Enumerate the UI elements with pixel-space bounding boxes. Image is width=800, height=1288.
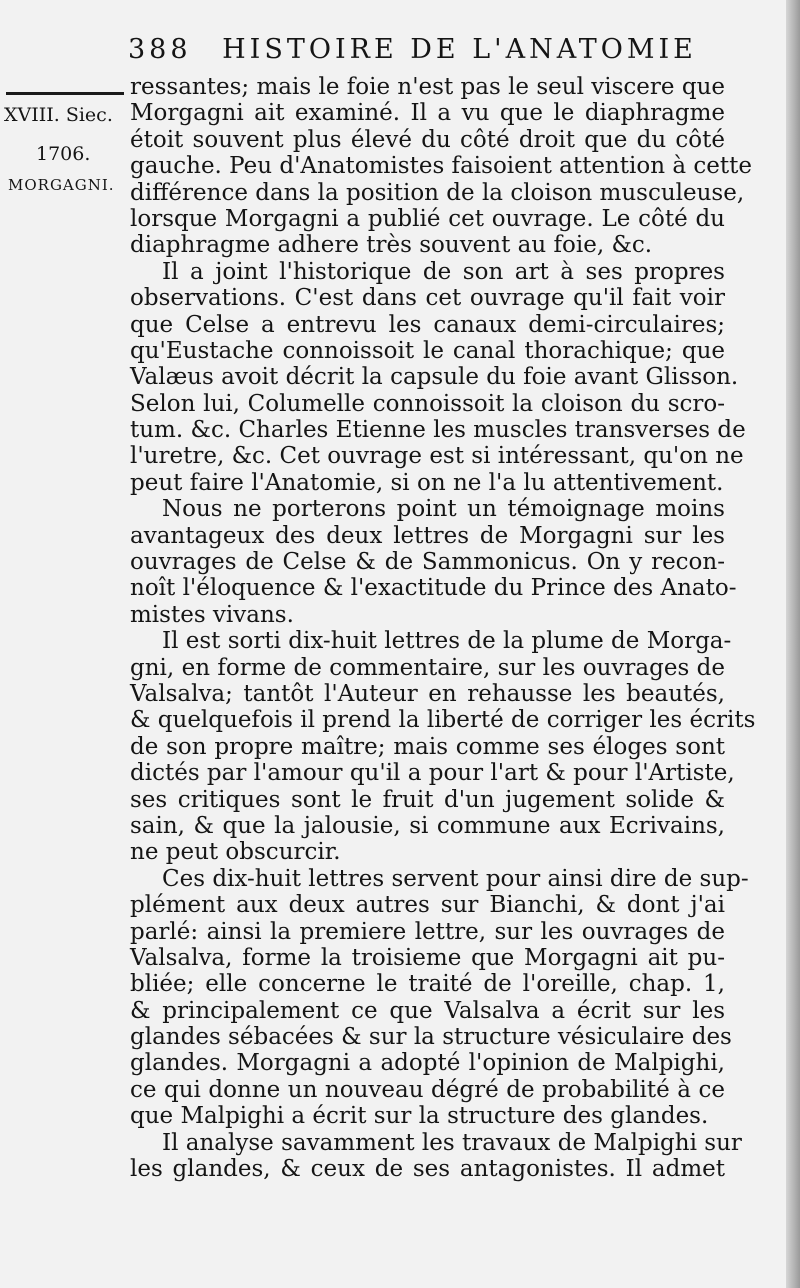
text-line: ses critiques sont le fruit d'un jugement solide & [130,786,725,813]
text-line: les glandes, & ceux de ses antagonistes. Il admet [130,1156,725,1183]
text-line: Il est sorti dix-huit lettres de la plume de Morga- [162,628,732,655]
text-line: diaphragme adhere très souvent au foie, &c. [130,232,653,259]
text-line: différence dans la position de la cloison musculeuse, [130,179,745,206]
text-line: ressantes; mais le foie n'est pas le seul viscere que [130,74,725,100]
text-line: gauche. Peu d'Anatomistes faisoient attention à cette [130,153,752,180]
text-line: glandes. Morgagni a adopté l'opinion de Malpighi, [130,1050,725,1077]
text-line: dictés par l'amour qu'il a pour l'art & pour l'Artiste, [130,760,735,787]
text-line: tum. &c. Charles Etienne les muscles transverses de [130,417,746,444]
text-line: Valsalva; tantôt l'Auteur en rehausse les beautés, [130,680,725,707]
text-line: sain, & que la jalousie, si commune aux Ecrivains, [130,812,725,839]
running-header [128,34,748,65]
text-line: de son propre maître; mais comme ses éloges sont [130,733,725,760]
text-line: Morgagni ait examiné. Il a vu que le diaphragme [130,100,725,127]
text-line: mistes vivans. [130,601,294,628]
text-line: gni, en forme de commentaire, sur les ouvrages de [130,654,725,681]
text-line: Selon lui, Columelle connoissoit la cloison du scro- [130,390,725,417]
text-line: Valæus avoit décrit la capsule du foie avant Glisson. [130,364,739,391]
margin-rule [6,92,124,95]
margin-note-name: MORGAGNI. [8,176,115,194]
running-title: HISTOIRE DE L'ANATOMIE [222,34,697,65]
text-line: observations. C'est dans cet ouvrage qu'il fait voir [130,285,725,312]
text-line: Ces dix-huit lettres servent pour ainsi dire de sup- [162,865,749,892]
text-line: avantageux des deux lettres de Morgagni sur les [130,522,725,549]
text-line: glandes sébacées & sur la structure vésiculaire des [130,1024,732,1051]
text-line: parlé: ainsi la premiere lettre, sur les ouvrages de [130,918,725,945]
margin-note-century: XVIII. Siec. [4,104,113,126]
text-line: peut faire l'Anatomie, si on ne l'a lu attentivement. [130,469,724,496]
text-line: ce qui donne un nouveau dégré de probabilité à ce [130,1076,725,1103]
text-line: bliée; elle concerne le traité de l'oreille, chap. 1, [130,971,725,998]
text-line: Valsalva, forme la troisieme que Morgagni ait pu- [130,944,725,971]
text-line: noît l'éloquence & l'exactitude du Prince des Anato- [130,575,737,602]
page-number: 388 [128,34,192,65]
text-line: l'uretre, &c. Cet ouvrage est si intéressant, qu'on ne [130,443,744,470]
text-line: plément aux deux autres sur Bianchi, & dont j'ai [130,892,725,919]
text-line: ouvrages de Celse & de Sammonicus. On y recon- [130,549,725,576]
page-edge-shadow [786,0,800,1288]
text-line: qu'Eustache connoissoit le canal thorachique; que [130,337,725,364]
text-line: que Celse a entrevu les canaux demi-circulaires; [130,311,725,338]
text-line: & quelquefois il prend la liberté de corriger les écrits [130,707,756,734]
body-text [130,74,756,1183]
text-line: que Malpighi a écrit sur la structure des glandes. [130,1103,709,1130]
text-line: & principalement ce que Valsalva a écrit sur les [130,997,725,1024]
margin-note-year: 1706. [36,143,91,165]
text-line: lorsque Morgagni a publié cet ouvrage. Le côté du [130,205,725,232]
text-line: Il a joint l'historique de son art à ses propres [162,258,725,285]
text-line: Nous ne porterons point un témoignage moins [162,496,725,523]
text-line: étoit souvent plus élevé du côté droit que du côté [130,126,725,153]
text-line: Il analyse savamment les travaux de Malpighi sur [162,1129,742,1156]
text-line: ne peut obscurcir. [130,839,341,866]
